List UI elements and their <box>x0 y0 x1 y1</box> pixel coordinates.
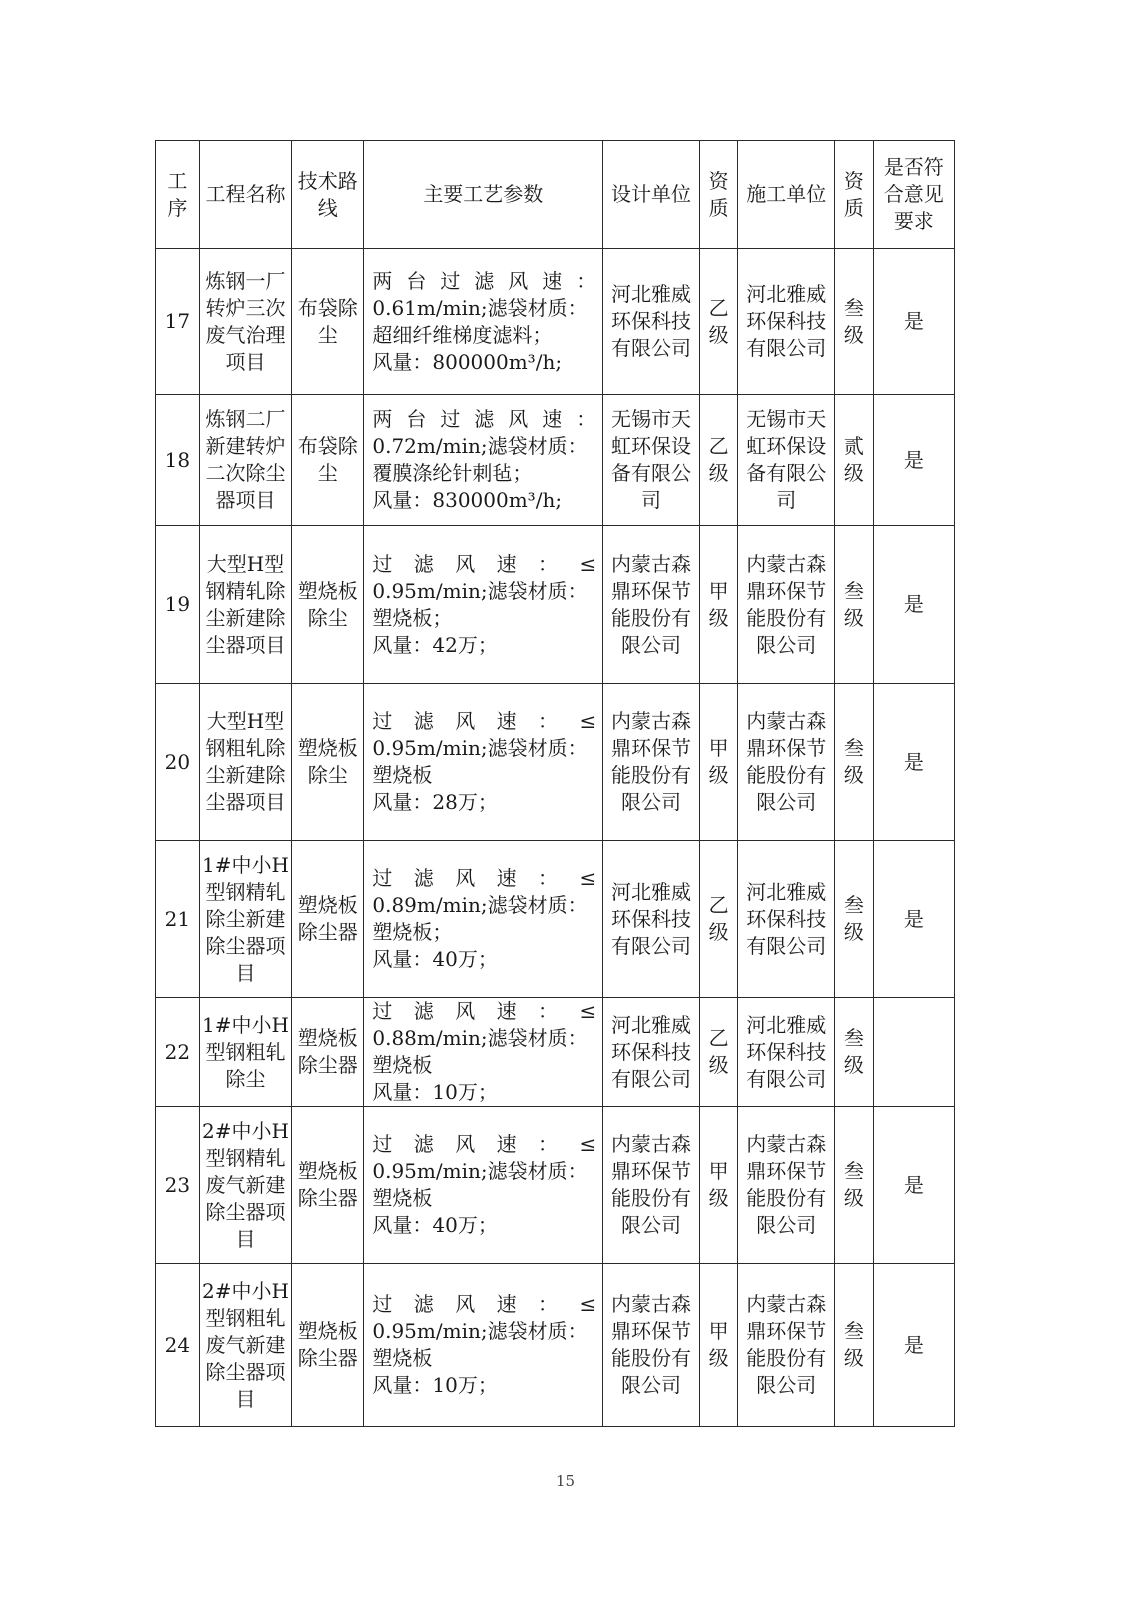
row-build-unit: 内蒙古森鼎环保节能股份有限公司 <box>738 684 835 841</box>
row-compliant: 是 <box>873 1107 954 1264</box>
row-build-qualification: 叁级 <box>835 1107 874 1264</box>
param-line: 0.72m/min;滤袋材质： <box>372 434 588 458</box>
row-project-name: 2#中小H型钢粗轧废气新建除尘器项目 <box>199 1264 292 1427</box>
row-tech-route: 塑烧板除尘器 <box>292 841 364 998</box>
row-tech-route: 塑烧板除尘 <box>292 684 364 841</box>
param-line: 超细纤维梯度滤料； <box>372 322 553 347</box>
param-line: 风量：42万； <box>372 632 498 657</box>
row-design-qualification: 乙级 <box>699 249 738 395</box>
row-project-name: 大型H型钢精轧除尘新建除尘器项目 <box>199 526 292 684</box>
param-line: 风量：40万； <box>372 1213 498 1237</box>
row-build-qualification: 叁级 <box>835 1264 874 1427</box>
row-design-qualification: 乙级 <box>699 395 738 526</box>
param-line: 风量：28万； <box>372 790 498 814</box>
table-body <box>156 249 955 1427</box>
param-line: 风量：10万； <box>372 1373 498 1397</box>
project-table <box>155 140 955 1427</box>
param-line: 风量：10万； <box>372 1080 498 1104</box>
row-project-name: 2#中小H型钢精轧废气新建除尘器项目 <box>199 1107 292 1264</box>
param-line: 风量：800000m³/h; <box>372 349 563 374</box>
row-seq: 17 <box>156 249 200 395</box>
row-build-qualification: 叁级 <box>835 998 874 1107</box>
row-build-qualification: 贰级 <box>835 395 874 526</box>
param-line: 0.89m/min;滤袋材质： <box>372 893 588 917</box>
row-build-unit: 内蒙古森鼎环保节能股份有限公司 <box>738 1107 835 1264</box>
row-design-qualification: 甲级 <box>699 1107 738 1264</box>
row-compliant: 是 <box>873 526 954 684</box>
header-design-unit: 设计单位 <box>603 141 700 249</box>
header-build-qual: 资质 <box>835 141 874 249</box>
row-project-name: 大型H型钢粗轧除尘新建除尘器项目 <box>199 684 292 841</box>
row-process-params <box>364 1107 603 1264</box>
param-line: 0.95m/min;滤袋材质： <box>372 1159 588 1183</box>
param-line: 塑烧板 <box>372 763 433 787</box>
row-design-unit: 内蒙古森鼎环保节能股份有限公司 <box>603 1264 700 1427</box>
row-design-unit: 河北雅威环保科技有限公司 <box>603 249 700 395</box>
header-params: 主要工艺参数 <box>364 141 603 249</box>
row-build-unit: 内蒙古森鼎环保节能股份有限公司 <box>738 526 835 684</box>
row-compliant <box>873 998 954 1107</box>
param-line: 塑烧板； <box>372 605 453 630</box>
row-build-qualification: 叁级 <box>835 841 874 998</box>
param-line: 两台过滤风速： <box>372 268 597 293</box>
row-compliant: 是 <box>873 684 954 841</box>
param-line: 两台过滤风速： <box>372 407 597 431</box>
row-tech-route: 布袋除尘 <box>292 249 364 395</box>
row-tech-route: 塑烧板除尘 <box>292 526 364 684</box>
page-number: 15 <box>555 1472 576 1490</box>
row-design-unit: 内蒙古森鼎环保节能股份有限公司 <box>603 1107 700 1264</box>
param-line: 塑烧板 <box>372 1186 433 1210</box>
header-seq: 工序 <box>156 141 200 249</box>
row-project-name: 1#中小H型钢精轧除尘新建除尘器项目 <box>199 841 292 998</box>
row-build-unit: 河北雅威环保科技有限公司 <box>738 249 835 395</box>
table-row <box>156 684 955 841</box>
param-line: 0.95m/min;滤袋材质： <box>372 1319 588 1343</box>
row-build-unit: 河北雅威环保科技有限公司 <box>738 998 835 1107</box>
table-header-row <box>156 141 955 249</box>
table-row <box>156 1264 955 1427</box>
row-process-params <box>364 841 603 998</box>
header-tech: 技术路线 <box>292 141 364 249</box>
row-design-qualification: 甲级 <box>699 1264 738 1427</box>
table-row <box>156 249 955 395</box>
row-build-unit: 河北雅威环保科技有限公司 <box>738 841 835 998</box>
row-design-qualification: 乙级 <box>699 841 738 998</box>
table-row <box>156 998 955 1107</box>
row-process-params <box>364 1264 603 1427</box>
row-seq: 21 <box>156 841 200 998</box>
header-name: 工程名称 <box>199 141 292 249</box>
table-row <box>156 526 955 684</box>
param-line: 风量：830000m³/h; <box>372 488 563 512</box>
param-line: 0.61m/min;滤袋材质： <box>372 295 588 320</box>
row-build-unit: 内蒙古森鼎环保节能股份有限公司 <box>738 1264 835 1427</box>
row-tech-route: 塑烧板除尘器 <box>292 998 364 1107</box>
row-design-unit: 无锡市天虹环保设备有限公司 <box>603 395 700 526</box>
row-build-unit: 无锡市天虹环保设备有限公司 <box>738 395 835 526</box>
table-row <box>156 1107 955 1264</box>
row-design-unit: 河北雅威环保科技有限公司 <box>603 841 700 998</box>
row-seq: 18 <box>156 395 200 526</box>
row-process-params <box>364 998 603 1107</box>
row-seq: 24 <box>156 1264 200 1427</box>
row-tech-route: 布袋除尘 <box>292 395 364 526</box>
param-line: 0.95m/min;滤袋材质： <box>372 736 588 760</box>
param-line: 塑烧板 <box>372 1053 433 1077</box>
table-row <box>156 395 955 526</box>
row-compliant: 是 <box>873 395 954 526</box>
row-process-params <box>364 395 603 526</box>
row-process-params <box>364 684 603 841</box>
row-tech-route: 塑烧板除尘器 <box>292 1264 364 1427</box>
param-line: 过滤风速：≤ <box>372 999 597 1023</box>
row-process-params <box>364 249 603 395</box>
param-line: 0.95m/min;滤袋材质： <box>372 578 588 603</box>
row-seq: 19 <box>156 526 200 684</box>
row-design-qualification: 乙级 <box>699 998 738 1107</box>
param-line: 过滤风速：≤ <box>372 709 597 733</box>
param-line: 覆膜涤纶针刺毡； <box>372 461 533 485</box>
row-project-name: 炼钢二厂新建转炉二次除尘器项目 <box>199 395 292 526</box>
row-design-unit: 内蒙古森鼎环保节能股份有限公司 <box>603 684 700 841</box>
param-line: 过滤风速：≤ <box>372 551 597 576</box>
row-project-name: 炼钢一厂转炉三次废气治理项目 <box>199 249 292 395</box>
row-compliant: 是 <box>873 1264 954 1427</box>
row-compliant: 是 <box>873 249 954 395</box>
header-compliant: 是否符合意见要求 <box>873 141 954 249</box>
param-line: 塑烧板； <box>372 920 453 944</box>
param-line: 0.88m/min;滤袋材质： <box>372 1026 588 1050</box>
param-line: 风量：40万； <box>372 947 498 971</box>
row-seq: 20 <box>156 684 200 841</box>
row-design-qualification: 甲级 <box>699 526 738 684</box>
row-process-params <box>364 526 603 684</box>
param-line: 过滤风速：≤ <box>372 1132 597 1156</box>
param-line: 过滤风速：≤ <box>372 1292 597 1316</box>
header-design-qual: 资质 <box>699 141 738 249</box>
row-design-unit: 内蒙古森鼎环保节能股份有限公司 <box>603 526 700 684</box>
row-tech-route: 塑烧板除尘器 <box>292 1107 364 1264</box>
row-design-unit: 河北雅威环保科技有限公司 <box>603 998 700 1107</box>
header-build-unit: 施工单位 <box>738 141 835 249</box>
row-project-name: 1#中小H型钢粗轧除尘 <box>199 998 292 1107</box>
table-row <box>156 841 955 998</box>
row-compliant: 是 <box>873 841 954 998</box>
param-line: 过滤风速：≤ <box>372 866 597 890</box>
row-seq: 23 <box>156 1107 200 1264</box>
row-seq: 22 <box>156 998 200 1107</box>
row-build-qualification: 叁级 <box>835 249 874 395</box>
param-line: 塑烧板 <box>372 1346 433 1370</box>
row-build-qualification: 叁级 <box>835 526 874 684</box>
row-build-qualification: 叁级 <box>835 684 874 841</box>
row-design-qualification: 甲级 <box>699 684 738 841</box>
